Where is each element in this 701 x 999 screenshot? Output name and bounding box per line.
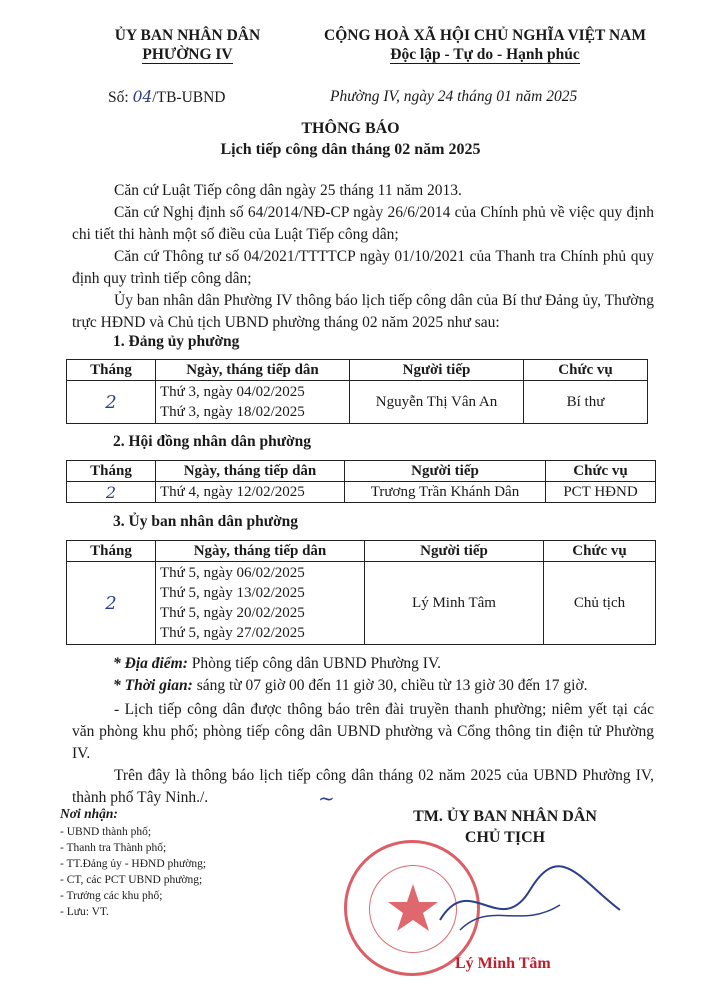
document-subtitle: Lịch tiếp công dân tháng 02 năm 2025	[220, 141, 481, 158]
date-cell	[156, 381, 350, 424]
month-cell: 2	[67, 381, 156, 424]
col-header-month: Tháng	[67, 541, 156, 562]
closing-paragraph: Trên đây là thông báo lịch tiếp công dân tháng 02 năm 2025 của UBND Phường IV, thành phố Tây Ninh./.	[72, 767, 654, 806]
intro-paragraph: Căn cứ Nghị định số 64/2014/NĐ-CP ngày 26/6/2014 của Chính phủ về việc quy định chi tiết thi hành một số điều của Luật Tiếp công dân;	[72, 204, 654, 243]
agency-name: ỦY BAN NHÂN DÂN	[114, 27, 261, 44]
location-value: Phòng tiếp công dân UBND Phường IV.	[187, 655, 442, 672]
month-cell: 2	[67, 562, 156, 645]
position-cell: PCT HĐND	[546, 482, 656, 503]
number-prefix: Số:	[108, 89, 129, 106]
person-cell: Lý Minh Tâm	[365, 562, 544, 645]
person-cell: Nguyễn Thị Vân An	[350, 381, 524, 424]
schedule-table	[66, 359, 648, 424]
schedule-table	[66, 540, 656, 645]
position-cell: Bí thư	[524, 381, 648, 424]
signature-org: TM. ỦY BAN NHÂN DÂN	[413, 808, 597, 825]
date-entry: Thứ 5, ngày 13/02/2025	[160, 585, 305, 601]
col-header-position: Chức vụ	[524, 360, 648, 381]
recipient-item: - TT.Đảng ủy - HĐND phường;	[60, 858, 207, 870]
date-cell: Thứ 4, ngày 12/02/2025	[156, 482, 345, 503]
date-entry: Thứ 5, ngày 06/02/2025	[160, 565, 305, 581]
initial-mark: ~	[318, 786, 335, 810]
section-heading: 1. Đảng ủy phường	[113, 333, 240, 350]
col-header-date: Ngày, tháng tiếp dân	[156, 461, 345, 482]
issue-date: Phường IV, ngày 24 tháng 01 năm 2025	[330, 88, 578, 105]
date-cell	[156, 562, 365, 645]
section-heading: 2. Hội đồng nhân dân phường	[113, 433, 311, 450]
schedule-table	[66, 460, 656, 503]
section-heading: 3. Ủy ban nhân dân phường	[113, 513, 299, 530]
col-header-month: Tháng	[67, 461, 156, 482]
publicity-note: - Lịch tiếp công dân được thông báo trên đài truyền thanh phường; niêm yết tại các văn phòng khu phố; phòng tiếp công dân UBND phường và Cổng thông tin điện tử Phường IV.	[72, 701, 654, 762]
signer-name: Lý Minh Tâm	[455, 955, 551, 972]
intro-paragraph: Ủy ban nhân dân Phường IV thông báo lịch tiếp công dân của Bí thư Đảng ủy, Thường trực HĐND và Chủ tịch UBND phường tháng 02 năm 2025 như sau:	[72, 292, 654, 331]
recipients-label: Nơi nhận:	[60, 806, 118, 821]
month-cell: 2	[67, 482, 156, 503]
intro-paragraph: Căn cứ Luật Tiếp công dân ngày 25 tháng 11 năm 2013.	[114, 182, 462, 199]
col-header-person: Người tiếp	[365, 541, 544, 562]
table-row	[67, 482, 656, 503]
location-label: * Địa điểm:	[113, 655, 188, 672]
time-label: * Thời gian:	[113, 677, 193, 694]
agency-ward: PHƯỜNG IV	[142, 46, 233, 63]
col-header-date: Ngày, tháng tiếp dân	[156, 360, 350, 381]
recipient-item: - UBND thành phố;	[60, 826, 152, 838]
date-entry: Thứ 5, ngày 20/02/2025	[160, 605, 305, 621]
col-header-date: Ngày, tháng tiếp dân	[156, 541, 365, 562]
country-motto: Độc lập - Tự do - Hạnh phúc	[390, 46, 580, 63]
number-handwritten: 04	[132, 88, 153, 106]
recipient-item: - Thanh tra Thành phố;	[60, 842, 167, 854]
time-value: sáng từ 07 giờ 00 đến 11 giờ 30, chiều từ 13 giờ 30 đến 17 giờ.	[192, 677, 588, 694]
document-number	[108, 88, 226, 107]
recipient-item: - Trưởng các khu phố;	[60, 890, 163, 902]
table-row	[67, 381, 648, 424]
person-cell: Trương Trần Khánh Dân	[345, 482, 546, 503]
col-header-position: Chức vụ	[544, 541, 656, 562]
col-header-month: Tháng	[67, 360, 156, 381]
date-entry: Thứ 5, ngày 27/02/2025	[160, 625, 305, 641]
date-entry: Thứ 3, ngày 04/02/2025	[160, 384, 305, 400]
location-note	[113, 655, 441, 673]
document-title: THÔNG BÁO	[301, 120, 400, 137]
handwritten-signature	[430, 860, 630, 950]
signature-title: CHỦ TỊCH	[464, 829, 546, 846]
table-row	[67, 562, 656, 645]
col-header-person: Người tiếp	[350, 360, 524, 381]
col-header-position: Chức vụ	[546, 461, 656, 482]
intro-paragraph: Căn cứ Thông tư số 04/2021/TTTTCP ngày 01/10/2021 của Thanh tra Chính phủ quy định quy trình tiếp công dân;	[72, 248, 654, 287]
number-suffix: /TB-UBND	[152, 89, 226, 106]
recipient-item: - CT, các PCT UBND phường;	[60, 874, 203, 886]
recipient-item: - Lưu: VT.	[60, 906, 109, 918]
time-note	[113, 677, 588, 695]
date-entry: Thứ 3, ngày 18/02/2025	[160, 404, 305, 420]
position-cell: Chủ tịch	[544, 562, 656, 645]
country-name: CỘNG HOÀ XÃ HỘI CHỦ NGHĨA VIỆT NAM	[324, 27, 646, 44]
col-header-person: Người tiếp	[345, 461, 546, 482]
